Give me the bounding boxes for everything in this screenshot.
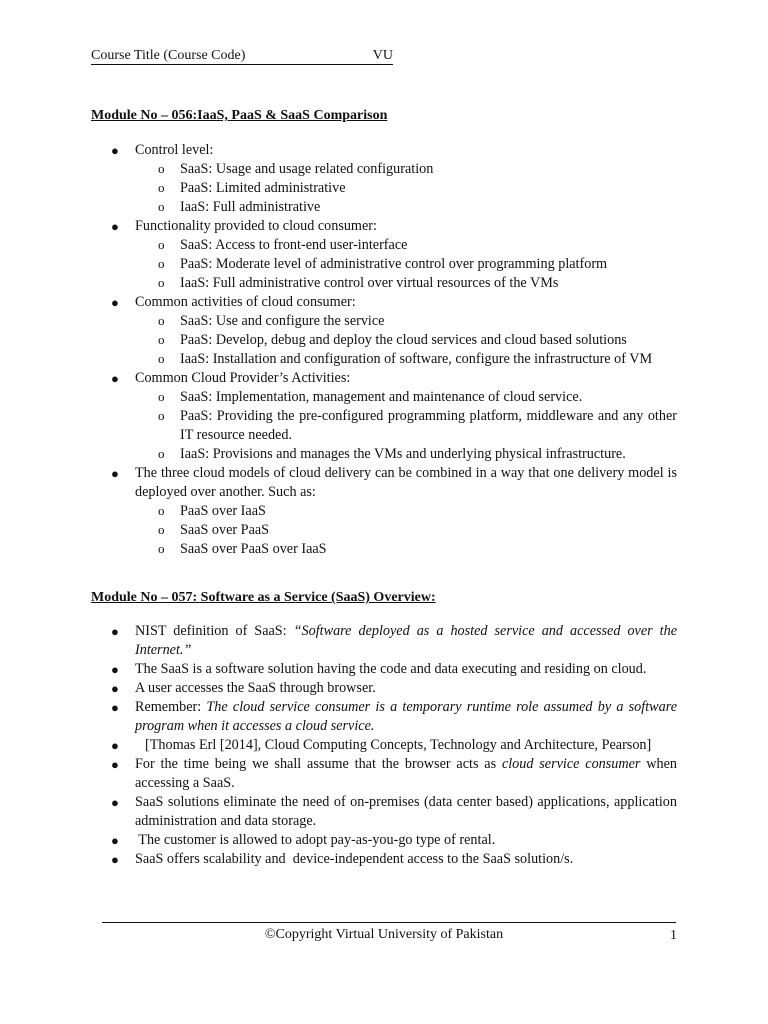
list-item: ● A user accesses the SaaS through browser. (111, 680, 376, 696)
bullet-icon: ● (111, 795, 119, 810)
sub-list-item: o IaaS: Full administrative (158, 199, 321, 215)
circle-bullet-icon: o (158, 161, 165, 176)
sub-list-item: o SaaS over PaaS (158, 522, 270, 538)
circle-bullet-icon: o (158, 503, 165, 518)
module-057-list (0, 622, 768, 869)
sub-list-item: o SaaS: Implementation, management and maintenance of cloud service. (158, 389, 583, 405)
circle-bullet-icon: o (158, 237, 165, 252)
citation: [Thomas Erl [2014], Cloud Computing Concepts, Technology and Architecture, Pearson] (145, 737, 652, 753)
circle-bullet-icon: o (158, 332, 165, 347)
sub-list-item: o IaaS: Provisions and manages the VMs and underlying physical infrastructure. (158, 446, 626, 462)
sub-list-item: o PaaS: Moderate level of administrative control over programming platform (158, 256, 608, 272)
sub-list (135, 312, 677, 369)
bullet-icon: ● (111, 143, 119, 158)
list-item (0, 736, 768, 755)
list-item: ● SaaS offers scalability and device-independent access to the SaaS solution/s. (111, 851, 574, 867)
circle-bullet-icon: o (158, 256, 165, 271)
circle-bullet-icon: o (158, 275, 165, 290)
sub-list-item: o PaaS: Develop, debug and deploy the cloud services and cloud based solutions (158, 332, 627, 348)
circle-bullet-icon: o (158, 408, 165, 423)
module-056-list (0, 141, 768, 559)
circle-bullet-icon: o (158, 541, 165, 556)
circle-bullet-icon: o (158, 180, 165, 195)
sub-list-item: o PaaS: Limited administrative (158, 180, 346, 196)
sub-list-item: o SaaS: Usage and usage related configuration (158, 161, 434, 177)
bullet-icon: ● (111, 219, 119, 234)
sub-list (135, 502, 677, 559)
sub-list-item: o PaaS: Providing the pre-configured programming platform, middleware and any other IT resource needed. (158, 408, 677, 443)
university-abbrev: VU (372, 48, 393, 63)
sub-list-item: o IaaS: Full administrative control over virtual resources of the VMs (158, 275, 559, 291)
sub-list-item: o SaaS: Access to front-end user-interface (158, 237, 408, 253)
circle-bullet-icon: o (158, 313, 165, 328)
module-057-title: Module No – 057: Software as a Service (SaaS) Overview: (91, 590, 436, 605)
bullet-icon: ● (111, 681, 119, 696)
nist-quote: “Software deployed as a hosted service and accessed over the Internet.” (135, 623, 677, 658)
page-header (91, 46, 393, 65)
list-item: ● NIST definition of SaaS: “Software deployed as a hosted service and accessed over the Internet.” (111, 623, 677, 658)
list-item: ● The customer is allowed to adopt pay-as-you-go type of rental. (111, 832, 496, 848)
bullet-icon: ● (111, 757, 119, 772)
bullet-icon: ● (111, 624, 119, 639)
list-item: ● Remember: The cloud service consumer is a temporary runtime role assumed by a software program when it accesses a cloud service. (111, 699, 677, 734)
copyright: ©Copyright Virtual University of Pakistan (264, 927, 504, 942)
sub-list-item: o SaaS: Use and configure the service (158, 313, 385, 329)
module-056-title: Module No – 056:IaaS, PaaS & SaaS Comparison (91, 108, 388, 123)
list-item: ● The three cloud models of cloud delivery can be combined in a way that one delivery model is deployed over another. Such as: o PaaS over IaaS o SaaS over PaaS o SaaS over PaaS over IaaS (111, 465, 677, 557)
list-item: ● Common Cloud Provider’s Activities: o SaaS: Implementation, management and maintenance of cloud service. o PaaS: Providing the pre-configured programming platform, middleware and any other IT resource needed. o IaaS: Provisions and manages the VMs and underlying physical infrastructure. (111, 370, 677, 462)
course-title: Course Title (Course Code) (91, 48, 246, 63)
list-item: ● Control level: o SaaS: Usage and usage related configuration o PaaS: Limited administrative o IaaS: Full administrative (0, 141, 768, 217)
bullet-icon: ● (111, 295, 119, 310)
sub-list-item: o IaaS: Installation and configuration of software, configure the infrastructure of VM (158, 351, 653, 367)
list-item: ● For the time being we shall assume that the browser acts as cloud service consumer when accessing a SaaS. (111, 756, 677, 791)
bullet-icon: ● (111, 833, 119, 848)
sub-list-item: o PaaS over IaaS (158, 503, 266, 519)
bullet-icon: ● (111, 700, 119, 715)
bullet-icon: ● (111, 662, 119, 677)
remember-definition: The cloud service consumer is a temporary runtime role assumed by a software program when it accesses a cloud service. (135, 699, 677, 734)
bullet-icon: ● (111, 466, 119, 481)
circle-bullet-icon: o (158, 522, 165, 537)
bullet-icon: ● (111, 371, 119, 386)
list-item: ● SaaS solutions eliminate the need of on-premises (data center based) applications, application administration and data storage. (111, 794, 677, 829)
circle-bullet-icon: o (158, 351, 165, 366)
sub-list (135, 160, 677, 217)
sub-list (135, 236, 677, 293)
list-item: ● Common activities of cloud consumer: o SaaS: Use and configure the service o PaaS: Develop, debug and deploy the cloud services and cloud based solutions o IaaS: Installation and configuration of software, configure the infrastructure of VM (0, 293, 768, 369)
circle-bullet-icon: o (158, 446, 165, 461)
footer-divider (102, 922, 676, 923)
circle-bullet-icon: o (158, 199, 165, 214)
page-number: 1 (670, 928, 677, 943)
list-item: ● The SaaS is a software solution having the code and data executing and residing on cloud. (111, 661, 647, 677)
bullet-icon: ● (111, 852, 119, 867)
circle-bullet-icon: o (158, 389, 165, 404)
list-item: ● Functionality provided to cloud consumer: o SaaS: Access to front-end user-interface o PaaS: Moderate level of administrative control over programming platform o IaaS: Full administrative control over virtual resources of the VMs (0, 217, 768, 293)
bullet-icon: ● (111, 738, 119, 753)
sub-list (135, 388, 677, 464)
sub-list-item: o SaaS over PaaS over IaaS (158, 541, 327, 557)
